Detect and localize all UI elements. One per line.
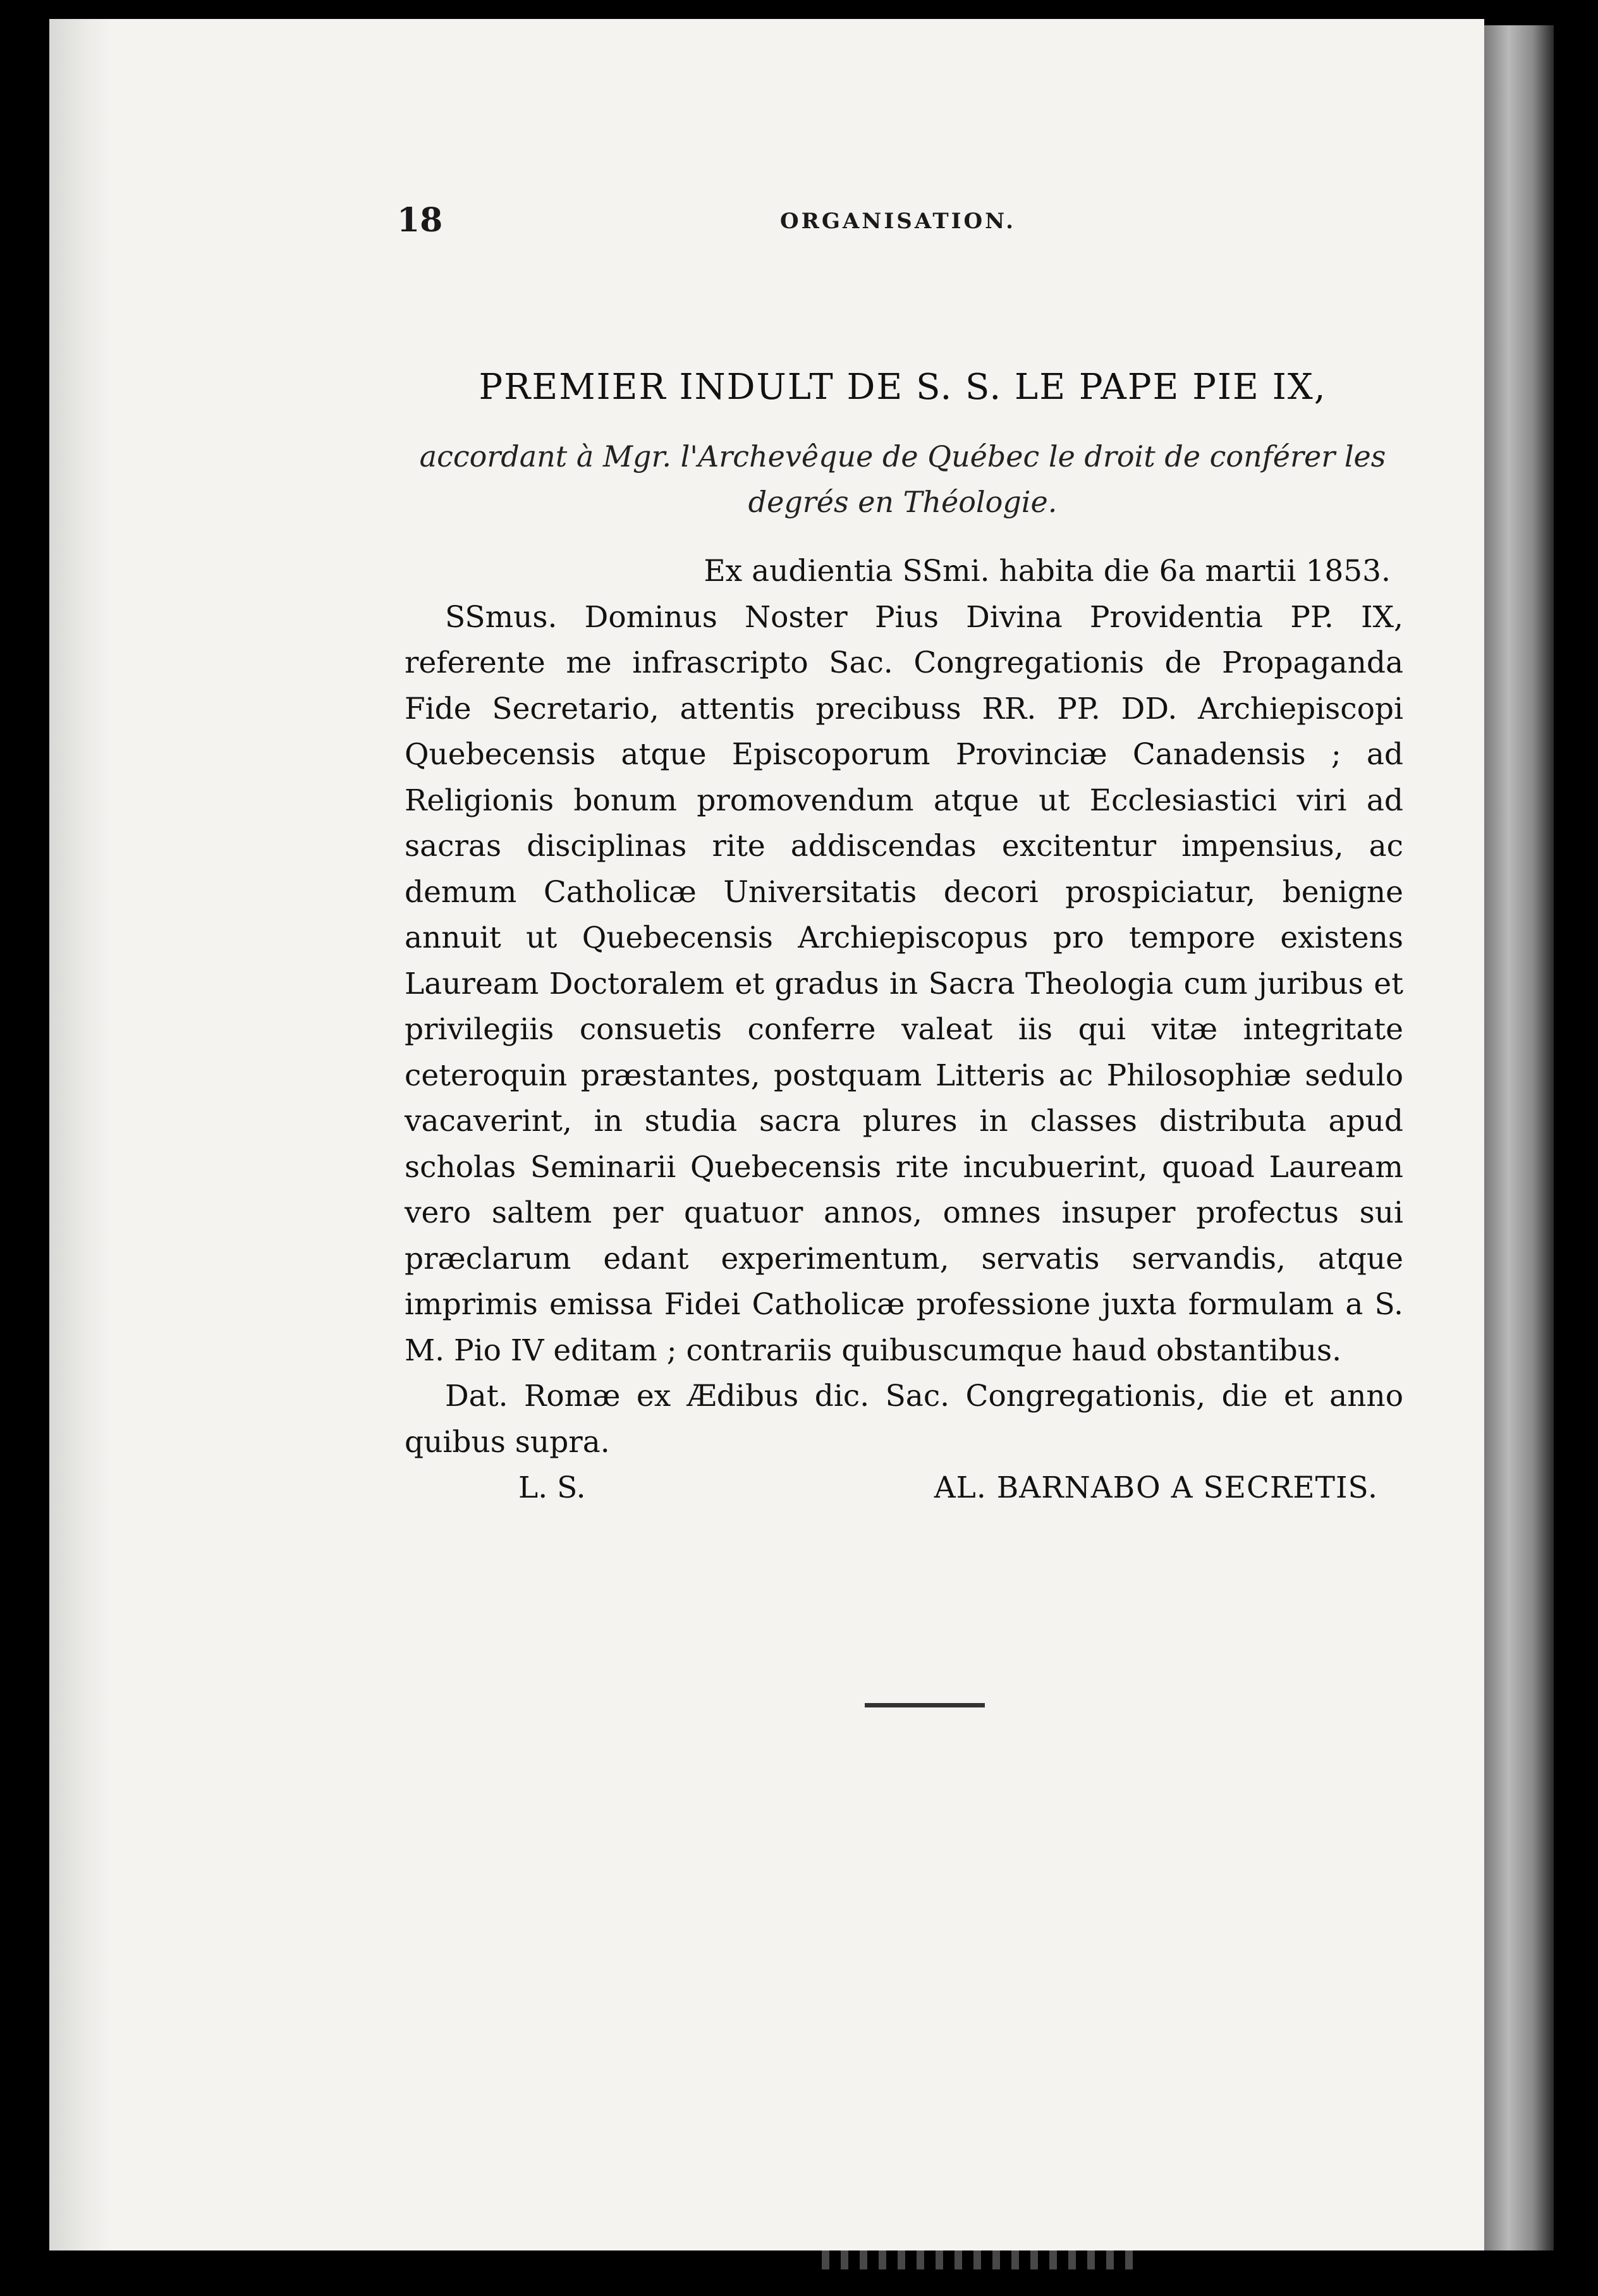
page-gutter [49,19,113,2250]
scan-artifact-marks [822,2250,1138,2269]
section-divider [865,1703,985,1707]
running-head: ORGANISATION. [780,209,1016,234]
signer-name: AL. BARNABO A SECRETIS. [934,1470,1378,1505]
page-number: 18 [397,201,443,240]
seal-mark: L. S. [518,1470,586,1505]
paragraph-closing: Dat. Romæ ex Ædibus dic. Sac. Congregationis, die et anno quibus supra. [405,1379,1403,1460]
document-title: PREMIER INDULT DE S. S. LE PAPE PIE IX, [479,367,1327,408]
signature-line [405,1465,1403,1516]
document-body [405,549,1403,1516]
document-subtitle: accordant à Mgr. l'Archevêque de Québec le droit de conférer les degrés en Théologie. [419,439,1386,519]
dateline: Ex audientia SSmi. habita die 6a martii 1853. [704,554,1391,589]
page-header [397,201,1408,252]
paragraph-main: SSmus. Dominus Noster Pius Divina Providentia PP. IX, referente me infrascripto Sac. Congregationis de Propaganda Fide Secretario, attentis precibuss RR. PP. DD. Archiepiscopi Quebecensis atque Episcoporum Provinciæ Canadensis ; ad Religionis bonum promovendum atque ut Ecclesiastici viri ad sacras disciplinas rite addiscendas excitentur impensius, ac demum Catholicæ Universitatis decori prospiciatur, benigne annuit ut Quebecensis Archiepiscopus pro tempore existens Lauream Doctoralem et gradus in Sacra Theologia cum juribus et privilegiis consuetis conferre valeat iis qui vitæ integritate ceteroquin præstantes, postquam Litteris ac Philosophiæ sedulo vacaverint, in studia sacra plures in classes distributa apud scholas Seminarii Quebecensis rite incubuerint, quoad Lauream vero saltem per quatuor annos, omnes insuper profectus sui præclarum edant experimentum, servatis servandis, atque imprimis emissa Fidei Catholicæ professione juxta formulam a S. M. Pio IV editam ; contrariis quibuscumque haud obstantibus. [405,599,1403,1368]
page-edge-shadow [1484,25,1554,2250]
